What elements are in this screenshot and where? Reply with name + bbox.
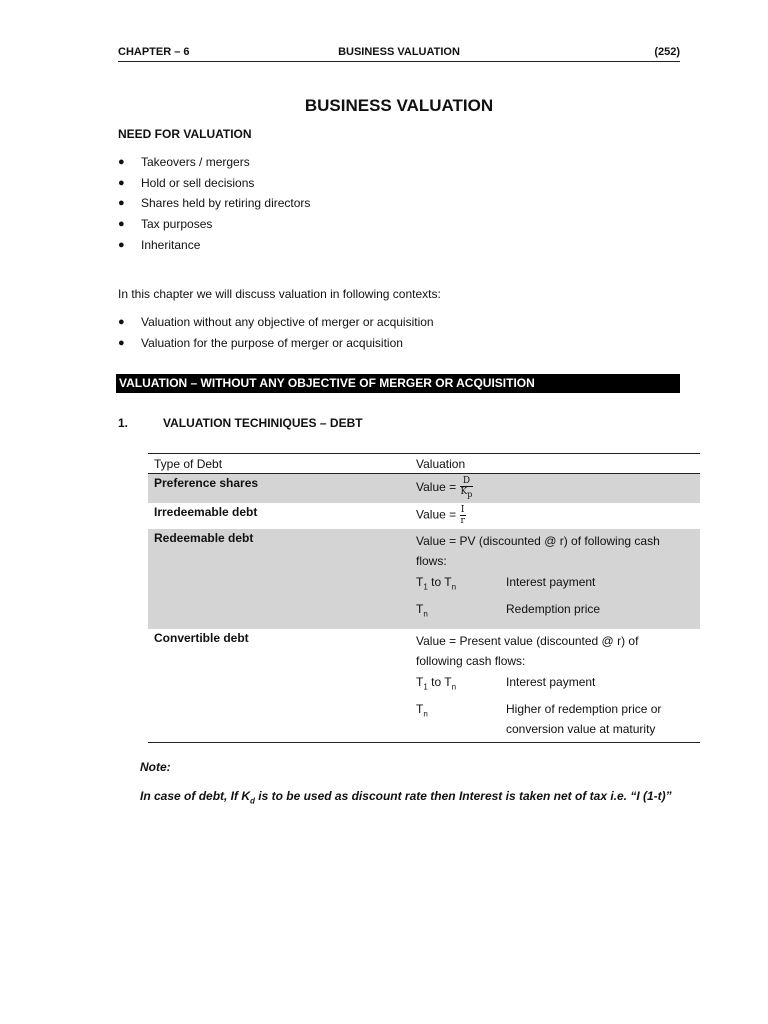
debt-type-cell: Irredeemable debt — [154, 504, 258, 519]
bullet-icon: ● — [118, 197, 125, 210]
page-header — [118, 46, 680, 62]
list-item: ● Takeovers / mergers — [118, 152, 310, 173]
formula-fraction: $\frac{D}{K_p}$ — [460, 476, 473, 499]
note-text: In case of debt, If $K_d$ is to be used as discount rate then Interest is taken net of tax i.e. “I (1-t)” — [140, 789, 672, 806]
debt-type-cell: Convertible debt — [154, 630, 249, 645]
table-row-convertible-debt — [148, 629, 700, 743]
page-title: BUSINESS VALUATION — [304, 96, 494, 115]
bullet-icon: ● — [118, 218, 125, 231]
valuation-cell: Value = $\frac{D}{K_p}$ — [410, 474, 700, 503]
subsection-title: VALUATION TECHINIQUES – DEBT — [163, 416, 363, 430]
valuation-cell: Value = Present value (discounted @ r) of following cash flows: $T_1$ to $T_n$ Interest payment $T_n$ Higher of redemption price or conversion value at maturity — [410, 629, 700, 743]
bullet-icon: ● — [118, 176, 125, 189]
valuation-cell: Value = PV (discounted @ r) of following cash flows: $T_1$ to $T_n$ Interest payment $T_n$ Redemption price — [410, 529, 700, 629]
section-heading-bar: VALUATION – WITHOUT ANY OBJECTIVE OF MERGER OR ACQUISITION — [116, 374, 680, 393]
need-list — [118, 152, 310, 255]
bullet-icon: ● — [118, 336, 125, 349]
list-item: ● Valuation without any objective of merger or acquisition — [118, 312, 434, 333]
cash-flow-row: $T_1$ to $T_n$ Interest payment — [416, 574, 596, 592]
list-item: ● Inheritance — [118, 235, 310, 256]
cash-flow-row: $T_1$ to $T_n$ Interest payment — [416, 674, 596, 691]
valuation-cell: Value = $\frac{I}{r}$ — [416, 504, 465, 526]
note-label: Note: — [140, 760, 171, 774]
bullet-icon: ● — [118, 238, 125, 251]
table-row-redeemable-debt — [148, 529, 700, 629]
column-header-valuation: Valuation — [410, 454, 700, 474]
header-chapter-number: CHAPTER – 6 — [118, 46, 190, 58]
list-item: ● Hold or sell decisions — [118, 173, 310, 194]
list-item: ● Valuation for the purpose of merger or acquisition — [118, 333, 434, 354]
debt-valuation-table — [148, 453, 700, 743]
list-item: ● Tax purposes — [118, 214, 310, 235]
cash-flow-row: $T_n$ Redemption price — [416, 602, 601, 619]
column-header-type: Type of Debt — [148, 454, 410, 474]
formula-fraction: $\frac{I}{r}$ — [460, 504, 465, 526]
contexts-intro: In this chapter we will discuss valuation in following contexts: — [118, 287, 441, 301]
header-page-number: (252) — [654, 46, 680, 58]
debt-type-cell: Redeemable debt — [148, 529, 410, 629]
debt-type-cell: Preference shares — [148, 474, 410, 503]
bullet-icon: ● — [118, 156, 125, 168]
contexts-list — [118, 312, 434, 353]
list-item: ● Shares held by retiring directors — [118, 193, 310, 214]
table-header-row — [148, 454, 700, 474]
table-row-preference-shares — [148, 474, 700, 503]
subsection-number: 1. — [118, 416, 129, 430]
header-chapter-title: BUSINESS VALUATION — [338, 46, 460, 58]
table-row-irredeemable-debt — [148, 503, 700, 529]
need-for-valuation-heading: NEED FOR VALUATION — [118, 127, 252, 141]
cash-flow-row: $T_n$ Higher of redemption price or conversion value at maturity — [416, 701, 662, 736]
bullet-icon: ● — [118, 316, 125, 328]
